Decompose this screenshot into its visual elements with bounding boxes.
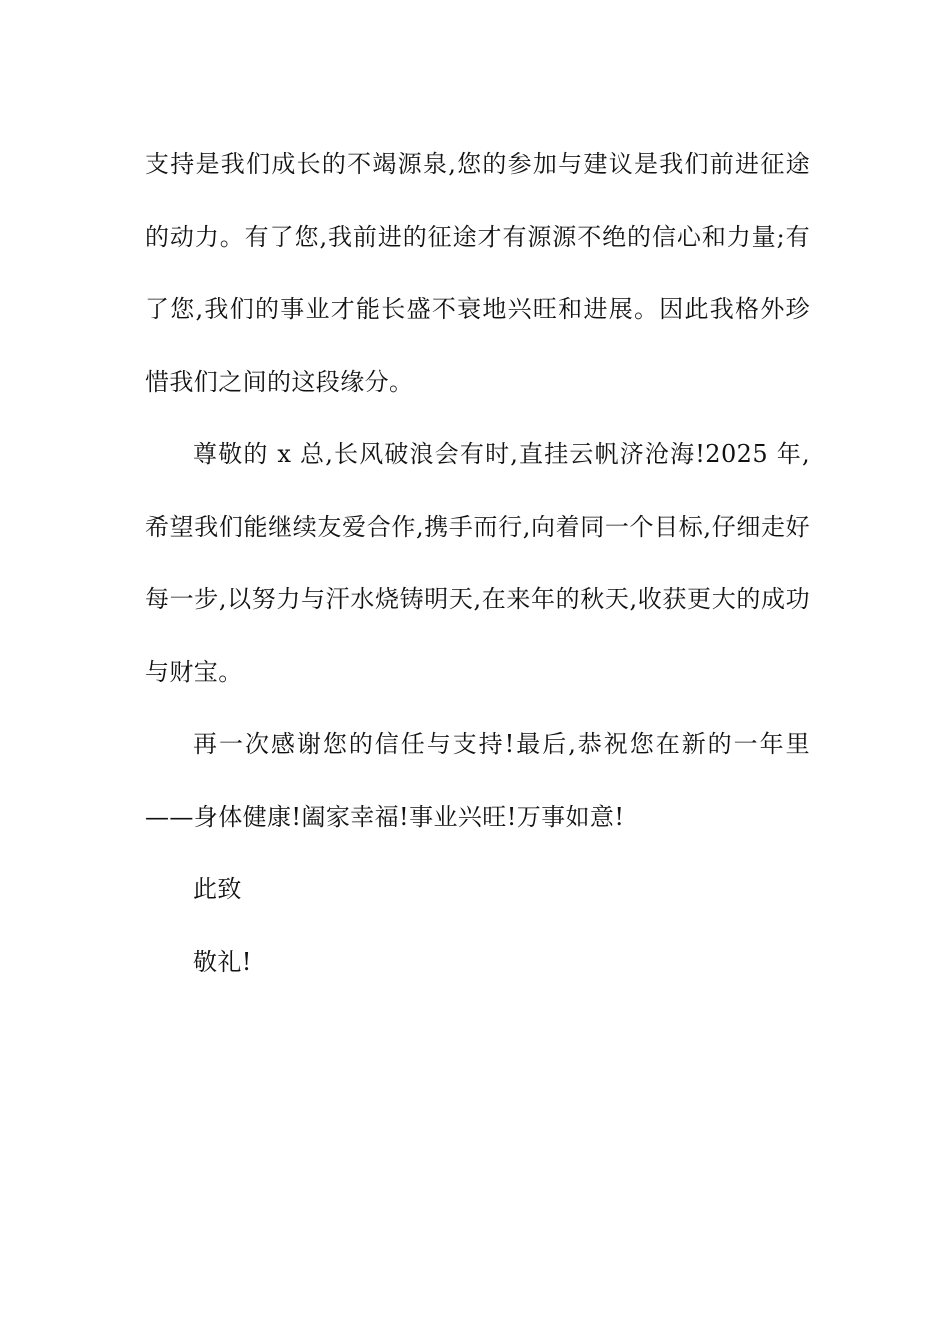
closing-salutation: 此致 — [193, 875, 242, 903]
letter-body — [145, 128, 810, 998]
paragraph-thanks-blessing: 再一次感谢您的信任与支持!最后,恭祝您在新的一年里——身体健康!阖家幸福!事业兴旺!万事如意! — [145, 730, 810, 831]
paragraph-new-year-wish: 尊敬的 x 总,长风破浪会有时,直挂云帆济沧海!2025 年,希望我们能继续友爱合作,携手而行,向着同一个目标,仔细走好每一步,以努力与汗水烧铸明天,在来年的秋天,收获更大的成功与财宝。 — [145, 440, 810, 686]
paragraph-gratitude: 支持是我们成长的不竭源泉,您的参加与建议是我们前进征途的动力。有了您,我前进的征途才有源源不绝的信心和力量;有了您,我们的事业才能长盛不衰地兴旺和进展。因此我格外珍惜我们之间的这段缘分。 — [145, 150, 810, 396]
closing-regards: 敬礼! — [193, 947, 252, 976]
